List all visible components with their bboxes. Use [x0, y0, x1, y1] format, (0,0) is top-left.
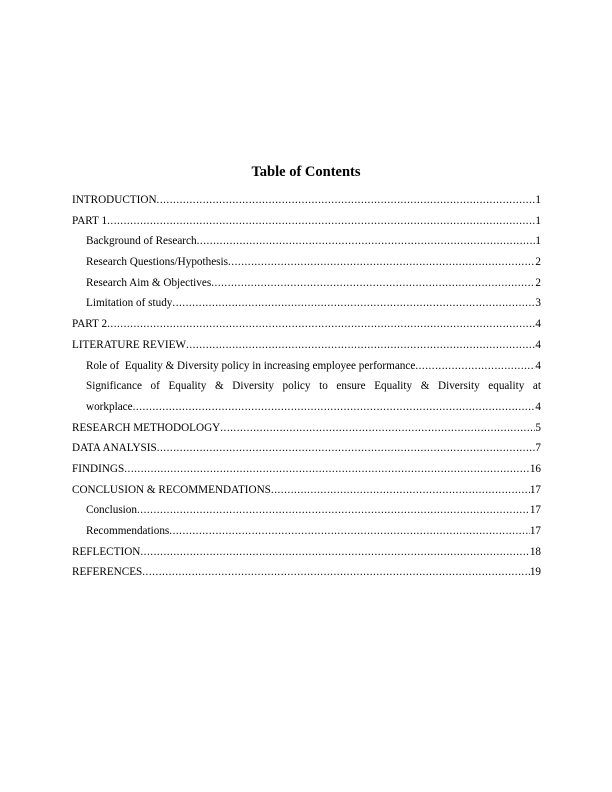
dot-leader: [137, 500, 530, 521]
toc-entry-part-2[interactable]: [72, 314, 541, 335]
toc-entry-page: 17: [529, 483, 541, 496]
dot-leader: [211, 273, 535, 294]
toc-entry-label: Role of Equality & Diversity policy in increasing employee performance: [86, 359, 416, 372]
toc-entry-page: 1: [535, 235, 541, 248]
toc-entry-references[interactable]: [72, 562, 541, 583]
toc-entry-label: Limitation of study: [86, 297, 173, 310]
toc-entry-label-line2: workplace: [86, 400, 133, 413]
toc-entry-label: INTRODUCTION: [72, 194, 157, 206]
toc-entry-label: Research Aim & Objectives: [86, 276, 212, 289]
toc-entry-page: 3: [535, 297, 541, 310]
dot-leader: [157, 190, 536, 211]
toc-entry-limitation-of-study[interactable]: [72, 293, 541, 314]
toc-entry-page: 16: [529, 462, 541, 475]
toc-entry-page: 18: [529, 545, 541, 558]
toc-entry-findings[interactable]: [72, 459, 541, 480]
toc-entry-page: 4: [535, 318, 541, 331]
dot-leader: [133, 397, 536, 418]
toc-entry-page: 1: [535, 214, 541, 227]
toc-entry-page: 4: [535, 338, 541, 351]
toc-entry-page: 2: [535, 276, 541, 289]
dot-leader: [169, 521, 530, 542]
toc-entry-role-of-equality-diversity[interactable]: [72, 356, 541, 377]
toc-entry-page: 19: [529, 566, 541, 579]
toc-entry-label: Conclusion: [86, 504, 137, 517]
toc-entry-page: 5: [535, 421, 541, 434]
toc-entry-page: 2: [535, 256, 541, 269]
toc-entry-page: 17: [529, 504, 541, 517]
dot-leader: [228, 252, 535, 273]
toc-entry-page: 1: [535, 194, 541, 206]
dot-leader: [197, 231, 536, 252]
toc-title: Table of Contents: [251, 164, 361, 180]
toc-entry-page: 17: [529, 525, 541, 537]
toc-entry-label: REFLECTION: [72, 545, 141, 558]
toc-entry-page: 7: [535, 442, 541, 455]
dot-leader: [172, 293, 535, 314]
toc-entry-introduction[interactable]: [72, 190, 541, 211]
dot-leader: [157, 438, 536, 459]
dot-leader: [107, 211, 535, 232]
toc-entry-page: 4: [535, 400, 541, 413]
toc-entry-literature-review[interactable]: [72, 335, 541, 356]
toc-entry-label: REFERENCES: [72, 566, 143, 579]
dot-leader: [124, 459, 530, 480]
dot-leader: [140, 542, 529, 563]
toc-entry-recommendations[interactable]: [72, 521, 541, 542]
toc-entry-label: PART 2: [72, 318, 108, 331]
toc-entry-label: FINDINGS: [72, 462, 125, 475]
toc-entry-conclusion-recommendations[interactable]: [72, 480, 541, 501]
toc-entry-conclusion[interactable]: [72, 500, 541, 521]
dot-leader: [142, 562, 530, 583]
toc-entry-label: CONCLUSION & RECOMMENDATIONS: [72, 483, 271, 496]
toc-entry-label-line1: Significance of Equality & Diversity policy to ensure Equality & Diversity equality at: [86, 380, 541, 393]
toc-entry-part-1[interactable]: [72, 211, 541, 232]
dot-leader: [220, 418, 535, 439]
toc-entry-label: Recommendations: [86, 525, 170, 537]
toc-entry-background-of-research[interactable]: [72, 231, 541, 252]
toc-entry-label: LITERATURE REVIEW: [72, 338, 187, 351]
dot-leader: [107, 314, 535, 335]
toc-entry-research-methodology[interactable]: [72, 418, 541, 439]
dot-leader: [415, 356, 535, 377]
toc-entry-label: Background of Research: [86, 235, 197, 248]
table-of-contents: [72, 190, 541, 583]
dot-leader: [271, 480, 530, 501]
toc-entry-reflection[interactable]: [72, 542, 541, 563]
toc-entry-label: PART 1: [72, 214, 108, 227]
toc-entry-research-aim[interactable]: [72, 273, 541, 294]
toc-entry-significance-of-equality-diversity[interactable]: [72, 376, 541, 417]
toc-entry-page: 4: [535, 359, 541, 372]
dot-leader: [186, 335, 535, 356]
toc-entry-label: RESEARCH METHODOLOGY: [72, 421, 221, 434]
toc-entry-data-analysis[interactable]: [72, 438, 541, 459]
toc-entry-label: DATA ANALYSIS: [72, 442, 157, 455]
toc-entry-label: Research Questions/Hypothesis: [86, 256, 228, 269]
toc-entry-research-questions[interactable]: [72, 252, 541, 273]
